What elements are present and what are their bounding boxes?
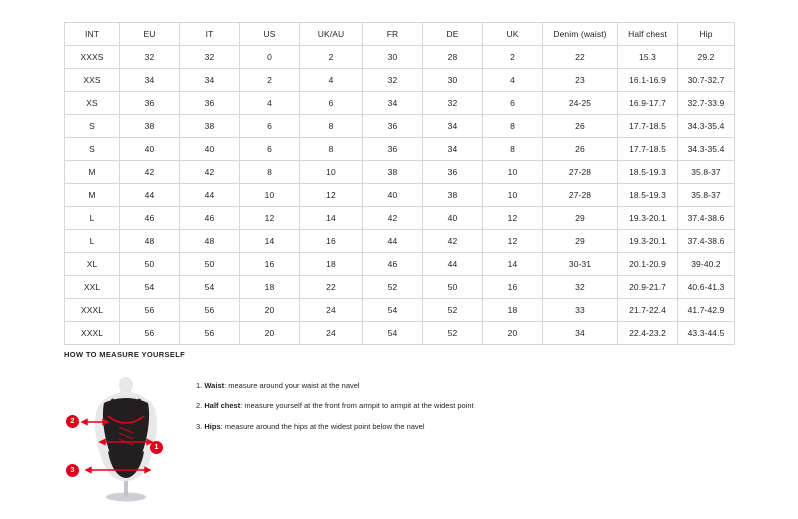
cell-int: XS: [65, 92, 120, 115]
cell-eu: 56: [120, 322, 180, 345]
cell-uk: 8: [483, 138, 543, 161]
cell-it: 46: [180, 207, 240, 230]
cell-us: 14: [240, 230, 300, 253]
step-number-2: 2.: [196, 401, 203, 411]
cell-denim: 26: [543, 115, 618, 138]
cell-fr: 46: [363, 253, 423, 276]
cell-fr: 32: [363, 69, 423, 92]
cell-int: M: [65, 161, 120, 184]
table-row: [65, 230, 735, 253]
cell-denim: 34: [543, 322, 618, 345]
cell-half-chest: 19.3-20.1: [618, 207, 678, 230]
column-header-denim: Denim (waist): [543, 23, 618, 46]
measure-marker-1: 1: [150, 441, 163, 454]
cell-int: XXXS: [65, 46, 120, 69]
cell-ukau: 4: [300, 69, 363, 92]
cell-it: 42: [180, 161, 240, 184]
cell-de: 34: [423, 115, 483, 138]
cell-half-chest: 20.1-20.9: [618, 253, 678, 276]
cell-eu: 56: [120, 299, 180, 322]
measure-steps-list: [196, 369, 474, 442]
cell-fr: 36: [363, 138, 423, 161]
cell-uk: 14: [483, 253, 543, 276]
cell-int: L: [65, 207, 120, 230]
cell-uk: 10: [483, 184, 543, 207]
cell-de: 32: [423, 92, 483, 115]
cell-it: 48: [180, 230, 240, 253]
cell-hip: 35.8-37: [678, 184, 735, 207]
cell-hip: 39-40.2: [678, 253, 735, 276]
cell-half-chest: 16.1-16.9: [618, 69, 678, 92]
cell-uk: 12: [483, 207, 543, 230]
measure-step-hips: [196, 422, 474, 431]
cell-half-chest: 15.3: [618, 46, 678, 69]
cell-fr: 38: [363, 161, 423, 184]
table-row: [65, 46, 735, 69]
cell-ukau: 18: [300, 253, 363, 276]
cell-us: 4: [240, 92, 300, 115]
cell-it: 40: [180, 138, 240, 161]
cell-uk: 4: [483, 69, 543, 92]
cell-half-chest: 18.5-19.3: [618, 184, 678, 207]
cell-us: 20: [240, 322, 300, 345]
cell-uk: 20: [483, 322, 543, 345]
table-row: [65, 161, 735, 184]
cell-eu: 40: [120, 138, 180, 161]
column-header-eu: EU: [120, 23, 180, 46]
table-row: [65, 322, 735, 345]
table-header-row: [65, 23, 735, 46]
cell-eu: 54: [120, 276, 180, 299]
cell-hip: 37.4-38.6: [678, 230, 735, 253]
cell-hip: 43.3-44.5: [678, 322, 735, 345]
cell-int: S: [65, 138, 120, 161]
cell-eu: 50: [120, 253, 180, 276]
column-header-hip: Hip: [678, 23, 735, 46]
cell-us: 20: [240, 299, 300, 322]
cell-eu: 42: [120, 161, 180, 184]
cell-uk: 6: [483, 92, 543, 115]
measure-step-waist: [196, 381, 474, 390]
table-row: [65, 115, 735, 138]
cell-half-chest: 17.7-18.5: [618, 115, 678, 138]
cell-fr: 44: [363, 230, 423, 253]
table-row: [65, 299, 735, 322]
cell-half-chest: 21.7-22.4: [618, 299, 678, 322]
cell-eu: 36: [120, 92, 180, 115]
cell-fr: 42: [363, 207, 423, 230]
cell-denim: 33: [543, 299, 618, 322]
cell-eu: 32: [120, 46, 180, 69]
cell-eu: 48: [120, 230, 180, 253]
table-row: [65, 184, 735, 207]
cell-fr: 36: [363, 115, 423, 138]
cell-fr: 54: [363, 322, 423, 345]
cell-int: XXS: [65, 69, 120, 92]
cell-int: XXXL: [65, 322, 120, 345]
cell-fr: 54: [363, 299, 423, 322]
cell-de: 40: [423, 207, 483, 230]
cell-int: XXXL: [65, 299, 120, 322]
step-text-waist: : measure around your waist at the navel: [224, 381, 360, 390]
cell-eu: 38: [120, 115, 180, 138]
cell-uk: 18: [483, 299, 543, 322]
cell-hip: 30.7-32.7: [678, 69, 735, 92]
cell-it: 34: [180, 69, 240, 92]
step-term-half-chest: Half chest: [204, 401, 241, 411]
cell-ukau: 12: [300, 184, 363, 207]
cell-ukau: 16: [300, 230, 363, 253]
column-header-us: US: [240, 23, 300, 46]
cell-de: 28: [423, 46, 483, 69]
cell-hip: 35.8-37: [678, 161, 735, 184]
cell-ukau: 8: [300, 115, 363, 138]
cell-hip: 29.2: [678, 46, 735, 69]
cell-half-chest: 22.4-23.2: [618, 322, 678, 345]
cell-de: 44: [423, 253, 483, 276]
cell-denim: 22: [543, 46, 618, 69]
cell-hip: 41.7-42.9: [678, 299, 735, 322]
cell-it: 56: [180, 299, 240, 322]
cell-hip: 34.3-35.4: [678, 138, 735, 161]
cell-ukau: 10: [300, 161, 363, 184]
cell-uk: 10: [483, 161, 543, 184]
cell-eu: 34: [120, 69, 180, 92]
cell-it: 38: [180, 115, 240, 138]
cell-it: 44: [180, 184, 240, 207]
step-term-waist: Waist: [204, 381, 225, 390]
column-header-it: IT: [180, 23, 240, 46]
cell-hip: 37.4-38.6: [678, 207, 735, 230]
cell-half-chest: 16.9-17.7: [618, 92, 678, 115]
how-to-measure-section: [64, 350, 734, 504]
cell-eu: 46: [120, 207, 180, 230]
size-chart-table-container: [64, 22, 734, 345]
cell-uk: 8: [483, 115, 543, 138]
cell-denim: 30-31: [543, 253, 618, 276]
cell-us: 6: [240, 115, 300, 138]
cell-us: 18: [240, 276, 300, 299]
cell-us: 16: [240, 253, 300, 276]
cell-half-chest: 19.3-20.1: [618, 230, 678, 253]
column-header-ukau: UK/AU: [300, 23, 363, 46]
column-header-de: DE: [423, 23, 483, 46]
how-to-measure-title: HOW TO MEASURE YOURSELF: [64, 350, 186, 359]
cell-de: 52: [423, 299, 483, 322]
cell-fr: 52: [363, 276, 423, 299]
cell-half-chest: 18.5-19.3: [618, 161, 678, 184]
column-header-uk: UK: [483, 23, 543, 46]
cell-hip: 40.6-41.3: [678, 276, 735, 299]
cell-int: M: [65, 184, 120, 207]
cell-us: 2: [240, 69, 300, 92]
cell-fr: 30: [363, 46, 423, 69]
cell-us: 12: [240, 207, 300, 230]
table-row: [65, 92, 735, 115]
table-row: [65, 253, 735, 276]
cell-int: L: [65, 230, 120, 253]
cell-eu: 44: [120, 184, 180, 207]
cell-int: XXL: [65, 276, 120, 299]
cell-us: 6: [240, 138, 300, 161]
cell-ukau: 14: [300, 207, 363, 230]
cell-denim: 29: [543, 230, 618, 253]
cell-it: 56: [180, 322, 240, 345]
cell-denim: 24-25: [543, 92, 618, 115]
step-number-1: 1.: [196, 381, 203, 390]
cell-ukau: 8: [300, 138, 363, 161]
cell-uk: 16: [483, 276, 543, 299]
cell-de: 34: [423, 138, 483, 161]
mannequin-illustration: [64, 369, 184, 504]
cell-us: 8: [240, 161, 300, 184]
measure-step-half-chest: [196, 401, 474, 410]
table-row: [65, 69, 735, 92]
column-header-int: INT: [65, 23, 120, 46]
cell-int: XL: [65, 253, 120, 276]
cell-it: 50: [180, 253, 240, 276]
cell-uk: 2: [483, 46, 543, 69]
cell-int: S: [65, 115, 120, 138]
table-row: [65, 207, 735, 230]
cell-ukau: 24: [300, 322, 363, 345]
cell-it: 36: [180, 92, 240, 115]
step-term-hips: Hips: [204, 421, 221, 431]
cell-us: 10: [240, 184, 300, 207]
cell-de: 38: [423, 184, 483, 207]
step-text-half-chest: : measure yourself at the front from armpit to armpit at the widest point: [240, 401, 474, 411]
column-header-half-chest: Half chest: [618, 23, 678, 46]
cell-de: 42: [423, 230, 483, 253]
how-to-measure-body: [64, 369, 734, 504]
column-header-fr: FR: [363, 23, 423, 46]
measure-marker-2: 2: [66, 415, 79, 428]
mannequin-figure-icon: [64, 369, 184, 504]
cell-de: 52: [423, 322, 483, 345]
cell-ukau: 22: [300, 276, 363, 299]
cell-denim: 26: [543, 138, 618, 161]
cell-hip: 32.7-33.9: [678, 92, 735, 115]
cell-uk: 12: [483, 230, 543, 253]
cell-denim: 32: [543, 276, 618, 299]
cell-hip: 34.3-35.4: [678, 115, 735, 138]
cell-us: 0: [240, 46, 300, 69]
cell-de: 30: [423, 69, 483, 92]
cell-fr: 40: [363, 184, 423, 207]
measure-marker-3: 3: [66, 464, 79, 477]
cell-half-chest: 17.7-18.5: [618, 138, 678, 161]
cell-denim: 27-28: [543, 161, 618, 184]
size-chart-table: [64, 22, 735, 345]
table-row: [65, 276, 735, 299]
cell-denim: 27-28: [543, 184, 618, 207]
table-row: [65, 138, 735, 161]
cell-it: 32: [180, 46, 240, 69]
cell-denim: 29: [543, 207, 618, 230]
cell-ukau: 24: [300, 299, 363, 322]
cell-de: 50: [423, 276, 483, 299]
cell-fr: 34: [363, 92, 423, 115]
cell-half-chest: 20.9-21.7: [618, 276, 678, 299]
cell-it: 54: [180, 276, 240, 299]
step-text-hips: : measure around the hips at the widest point below the navel: [220, 421, 425, 431]
step-number-3: 3.: [196, 421, 203, 431]
cell-denim: 23: [543, 69, 618, 92]
cell-de: 36: [423, 161, 483, 184]
cell-ukau: 2: [300, 46, 363, 69]
cell-ukau: 6: [300, 92, 363, 115]
